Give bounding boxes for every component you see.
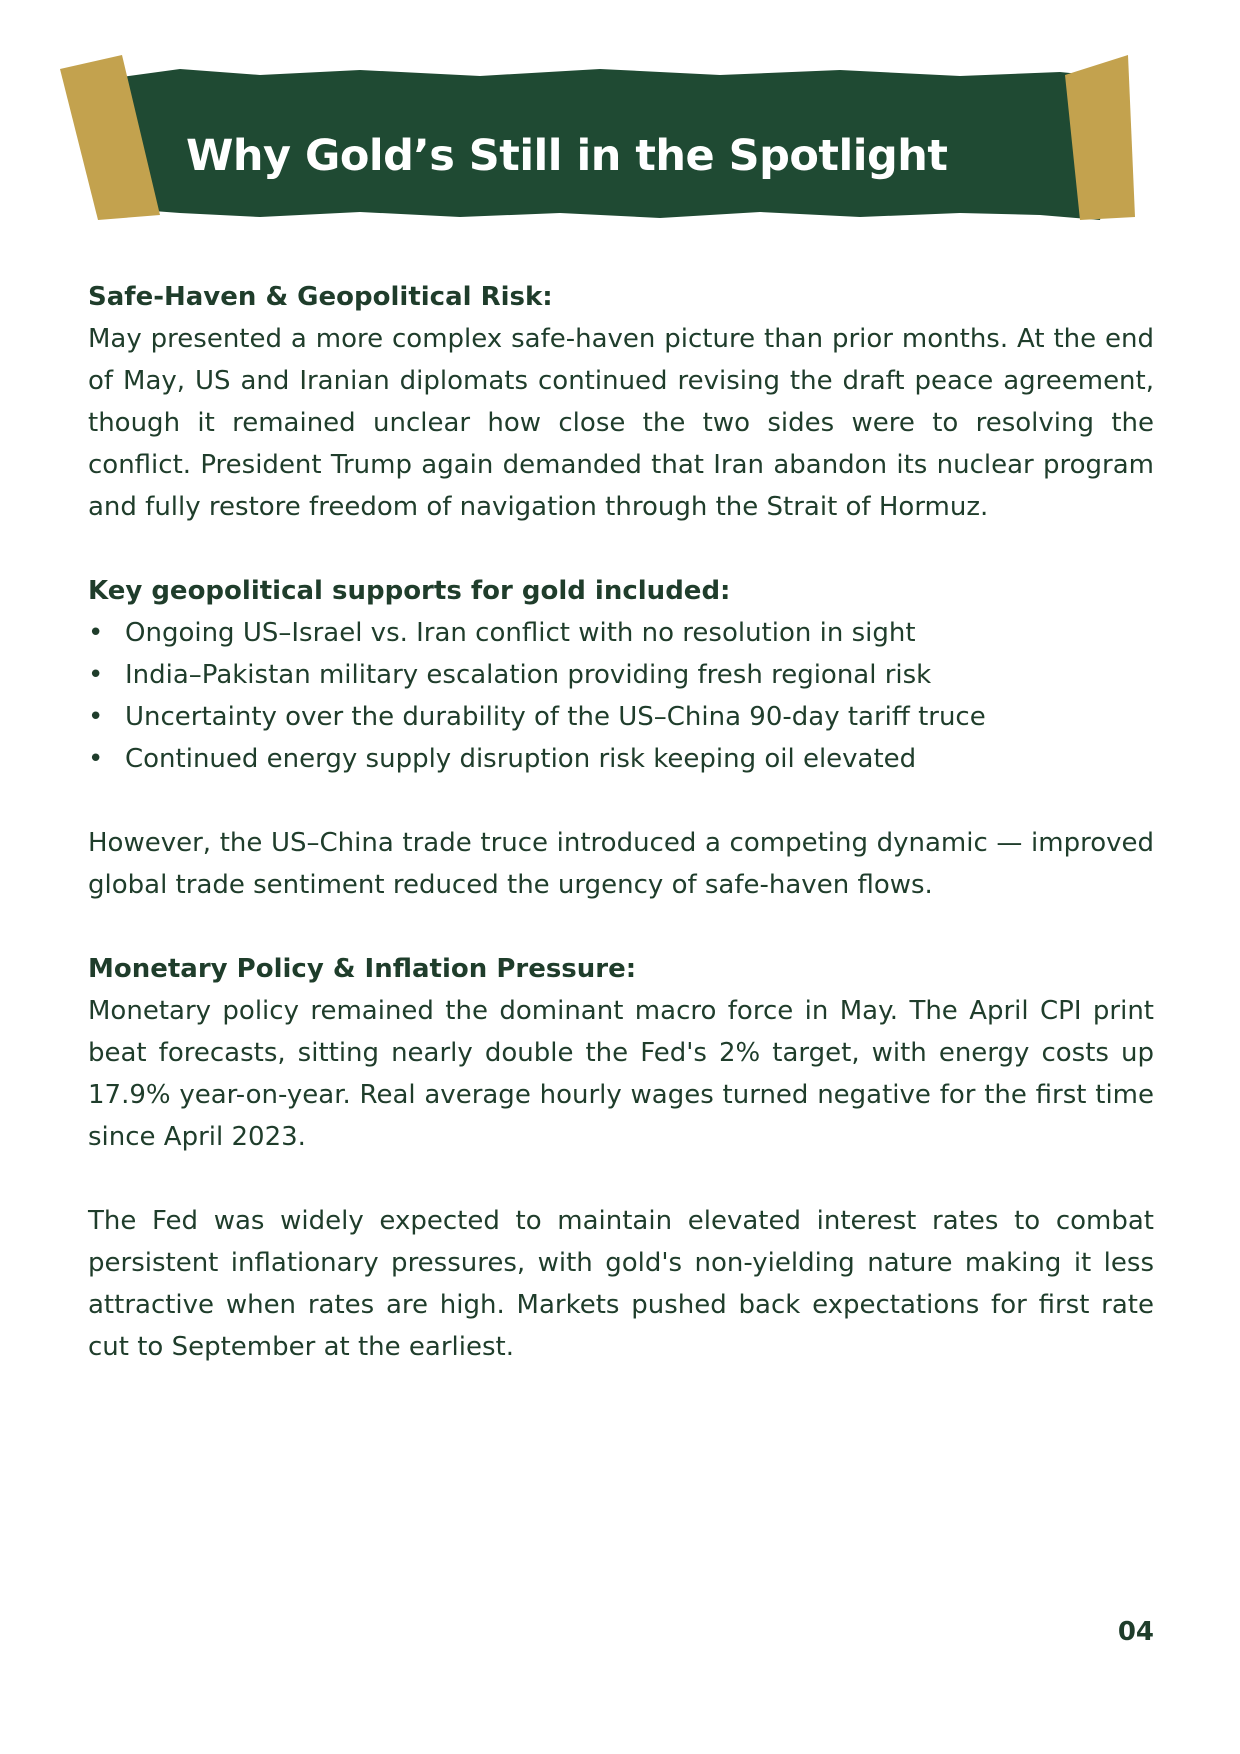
- page-number: 04: [1117, 1617, 1154, 1647]
- bullet-icon: •: [88, 744, 104, 774]
- supports-heading: Key geopolitical supports for gold included:: [88, 576, 731, 606]
- list-item: [88, 696, 1154, 738]
- list-item-text: Continued energy supply disruption risk keeping oil elevated: [125, 744, 917, 774]
- spacer: [88, 528, 1154, 570]
- monetary-heading: Monetary Policy & Inflation Pressure:: [88, 954, 637, 984]
- list-item: [88, 612, 1154, 654]
- monetary-paragraph: Monetary policy remained the dominant macro force in May. The April CPI print beat forecasts, sitting nearly double the Fed's 2% target, with energy costs up 17.9% year-on-year. Real average hourly wages turned negative for the first time since April 2023.: [88, 996, 1154, 1152]
- fed-paragraph: The Fed was widely expected to maintain elevated interest rates to combat persistent inflationary pressures, with gold's non-yielding nature making it less attractive when rates are high. Markets pushed back expectations for first rate cut to September at the earliest.: [88, 1206, 1154, 1362]
- list-item: [88, 654, 1154, 696]
- article-body: [88, 276, 1154, 1368]
- list-item-text: India–Pakistan military escalation providing fresh regional risk: [125, 660, 932, 690]
- supports-section: [88, 570, 1154, 906]
- list-item-text: Ongoing US–Israel vs. Iran conflict with no resolution in sight: [125, 618, 916, 648]
- page-title: Why Gold’s Still in the Spotlight: [186, 131, 948, 181]
- supports-list: [88, 612, 1154, 780]
- supports-followup-paragraph: However, the US–China trade truce introduced a competing dynamic — improved global trade sentiment reduced the urgency of safe-haven flows.: [88, 828, 1154, 900]
- bullet-icon: •: [88, 702, 104, 732]
- list-item: [88, 738, 1154, 780]
- bullet-icon: •: [88, 618, 104, 648]
- monetary-section: [88, 948, 1154, 1368]
- spacer: [88, 780, 1154, 822]
- bullet-icon: •: [88, 660, 104, 690]
- title-banner: [60, 55, 1190, 255]
- spacer: [88, 1158, 1154, 1200]
- safe-haven-section: [88, 276, 1154, 528]
- spacer: [88, 906, 1154, 948]
- safe-haven-heading: Safe-Haven & Geopolitical Risk:: [88, 282, 553, 312]
- safe-haven-paragraph: May presented a more complex safe-haven picture than prior months. At the end of May, US and Iranian diplomats continued revising the draft peace agreement, though it remained unclear how close the two sides were to resolving the conflict. President Trump again demanded that Iran abandon its nuclear program and fully restore freedom of navigation through the Strait of Hormuz.: [88, 324, 1154, 522]
- list-item-text: Uncertainty over the durability of the US–China 90-day tariff truce: [125, 702, 986, 732]
